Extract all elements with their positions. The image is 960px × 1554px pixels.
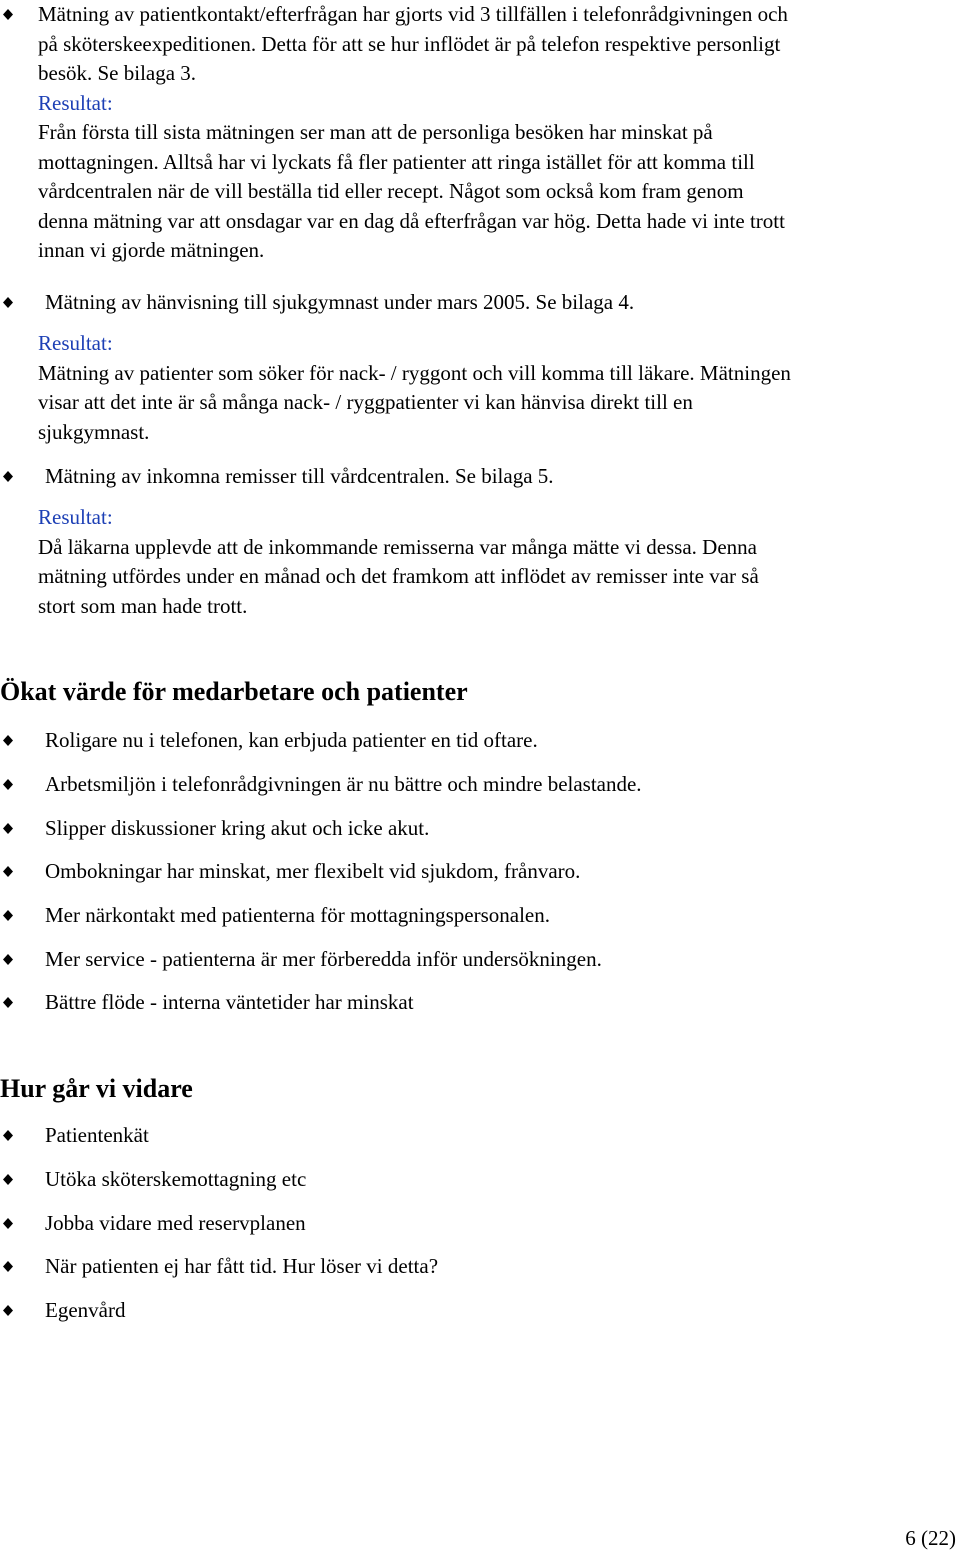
diamond-bullet-icon: [3, 1305, 13, 1315]
paragraph-line: sjukgymnast.: [38, 419, 150, 444]
diamond-bullet-icon: [3, 471, 13, 481]
diamond-bullet-icon: [3, 779, 13, 789]
bullet-text: Mätning av inkomna remisser till vårdcentralen. Se bilaga 5.: [45, 464, 554, 488]
section-heading: Ökat värde för medarbetare och patienter: [0, 677, 468, 706]
result-label: Resultat:: [38, 505, 113, 529]
paragraph-line: Från första till sista mätningen ser man att de personliga besöken har minskat på: [38, 120, 713, 144]
paragraph-line: mottagningen. Alltså har vi lyckats få fler patienter att ringa istället för att komma till: [38, 149, 755, 174]
result-label: Resultat:: [38, 90, 113, 115]
bullet-text: Ombokningar har minskat, mer flexibelt vid sjukdom, frånvaro.: [45, 859, 581, 883]
diamond-bullet-icon: [3, 910, 13, 920]
diamond-bullet-icon: [3, 1174, 13, 1184]
paragraph-line: Mätning av patienter som söker för nack- / ryggont och vill komma till läkare. Mätningen: [38, 360, 791, 385]
paragraph-line: innan vi gjorde mätningen.: [38, 238, 265, 262]
diamond-bullet-icon: [3, 9, 13, 19]
paragraph-line: visar att det inte är så många nack- / ryggpatienter vi kan hänvisa direkt till en: [38, 390, 693, 414]
result-label: Resultat:: [38, 331, 113, 355]
bullet-text: När patienten ej har fått tid. Hur löser vi detta?: [45, 1254, 439, 1278]
paragraph-line: stort som man hade trott.: [38, 593, 248, 618]
bullet-text: Mer närkontakt med patienterna för mottagningspersonalen.: [45, 903, 551, 927]
bullet-text: Slipper diskussioner kring akut och icke akut.: [45, 816, 430, 840]
section-heading: Hur går vi vidare: [0, 1074, 193, 1103]
bullet-text: Arbetsmiljön i telefonrådgivningen är nu bättre och mindre belastande.: [45, 772, 642, 796]
paragraph-line: på sköterskeexpeditionen. Detta för att se hur inflödet är på telefon respektive personligt: [38, 31, 781, 56]
measurement-3-result: [38, 503, 759, 621]
diamond-bullet-icon: [3, 735, 13, 745]
diamond-bullet-icon: [3, 1218, 13, 1228]
diamond-bullet-icon: [3, 1261, 13, 1271]
bullet-text: Roligare nu i telefonen, kan erbjuda patienter en tid oftare.: [45, 728, 538, 752]
paragraph-line: vårdcentralen när de vill beställa tid eller recept. Något som också kom fram genom: [38, 179, 744, 203]
measurement-2-result: [38, 329, 791, 447]
bullet-text: Utöka sköterskemottagning etc: [45, 1167, 307, 1191]
bullet-text: Mätning av hänvisning till sjukgymnast under mars 2005. Se bilaga 4.: [45, 290, 635, 314]
bullet-text: Mer service - patienterna är mer förberedda inför undersökningen.: [45, 947, 602, 971]
diamond-bullet-icon: [3, 823, 13, 833]
paragraph-line: besök. Se bilaga 3.: [38, 61, 197, 85]
bullet-text: Jobba vidare med reservplanen: [45, 1211, 306, 1235]
bullet-text: Patientenkät: [45, 1123, 149, 1147]
diamond-bullet-icon: [3, 297, 13, 307]
diamond-bullet-icon: [3, 997, 13, 1007]
page-number: 6 (22): [905, 1526, 956, 1550]
diamond-bullet-icon: [3, 1130, 13, 1140]
paragraph-line: Mätning av patientkontakt/efterfrågan har gjorts vid 3 tillfällen i telefonrådgivningen och: [38, 2, 788, 26]
measurement-1-block: [38, 0, 788, 266]
diamond-bullet-icon: [3, 866, 13, 876]
bullet-text: Bättre flöde - interna väntetider har minskat: [45, 990, 414, 1014]
bullet-text: Egenvård: [45, 1298, 126, 1322]
paragraph-line: denna mätning var att onsdagar var en dag då efterfrågan var hög. Detta hade vi inte trott: [38, 208, 785, 233]
paragraph-line: Då läkarna upplevde att de inkommande remisserna var många mätte vi dessa. Denna: [38, 534, 757, 559]
diamond-bullet-icon: [3, 954, 13, 964]
paragraph-line: mätning utfördes under en månad och det framkom att inflödet av remisser inte var så: [38, 564, 759, 588]
